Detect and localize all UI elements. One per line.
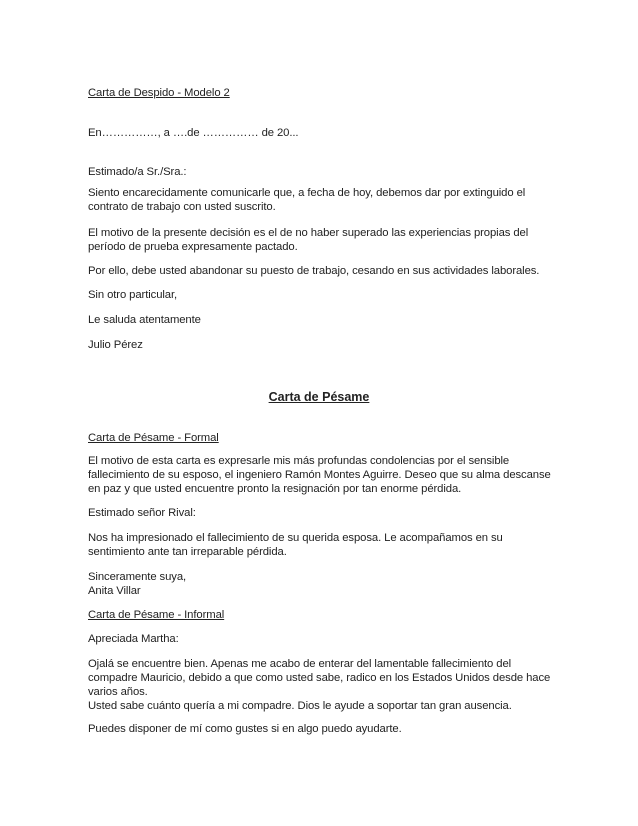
- pesame-formal-title: Carta de Pésame - Formal: [88, 432, 219, 444]
- despido-closing-1: Sin otro particular,: [88, 289, 178, 301]
- despido-title: Carta de Despido - Modelo 2: [88, 87, 230, 99]
- formal-greeting: Estimado señor Rival:: [88, 507, 196, 519]
- formal-closing: Sinceramente suya,: [88, 571, 187, 583]
- despido-paragraph-3: Por ello, debe usted abandonar su puesto de trabajo, cesando en sus actividades laborales.: [88, 265, 540, 277]
- despido-paragraph-1-line-2: contrato de trabajo con usted suscrito.: [88, 201, 276, 213]
- informal-paragraph-1-line-1: Ojalá se encuentre bien. Apenas me acabo de enterar del lamentable fallecimiento del: [88, 658, 512, 670]
- pesame-informal-title: Carta de Pésame - Informal: [88, 609, 225, 621]
- informal-greeting: Apreciada Martha:: [88, 633, 179, 645]
- formal-signature: Anita Villar: [88, 585, 141, 597]
- despido-closing-2: Le saluda atentamente: [88, 314, 201, 326]
- formal-paragraph-1-line-1: El motivo de esta carta es expresarle mis más profundas condolencias por el sensible: [88, 455, 510, 467]
- despido-signature: Julio Pérez: [88, 339, 143, 351]
- informal-paragraph-1-line-2: compadre Mauricio, debido a que como usted sabe, radico en los Estados Unidos desde hace: [88, 672, 551, 684]
- informal-paragraph-1-line-4: Usted sabe cuánto quería a mi compadre. Dios le ayude a soportar tan gran ausencia.: [88, 700, 512, 712]
- despido-paragraph-2-line-1: El motivo de la presente decisión es el de no haber superado las experiencias propias del: [88, 227, 529, 239]
- pesame-heading: Carta de Pésame: [268, 390, 370, 404]
- informal-paragraph-1-line-3: varios años.: [88, 686, 148, 698]
- formal-paragraph-2-line-1: Nos ha impresionado el fallecimiento de su querida esposa. Le acompañamos en su: [88, 532, 503, 544]
- despido-date-line: En……………, a ….de …………… de 20...: [88, 127, 299, 139]
- formal-paragraph-1-line-3: en paz y que usted encuentre pronto la resignación por tan enorme pérdida.: [88, 483, 462, 495]
- despido-greeting: Estimado/a Sr./Sra.:: [88, 166, 187, 178]
- formal-paragraph-2-line-2: sentimiento ante tan irreparable pérdida.: [88, 546, 287, 558]
- despido-paragraph-1-line-1: Siento encarecidamente comunicarle que, a fecha de hoy, debemos dar por extinguido el: [88, 187, 526, 199]
- formal-paragraph-1-line-2: fallecimiento de su esposo, el ingeniero Ramón Montes Aguirre. Deseo que su alma descanse: [88, 469, 551, 481]
- informal-paragraph-2: Puedes disponer de mí como gustes si en algo puedo ayudarte.: [88, 723, 402, 735]
- despido-paragraph-2-line-2: período de prueba expresamente pactado.: [88, 241, 298, 253]
